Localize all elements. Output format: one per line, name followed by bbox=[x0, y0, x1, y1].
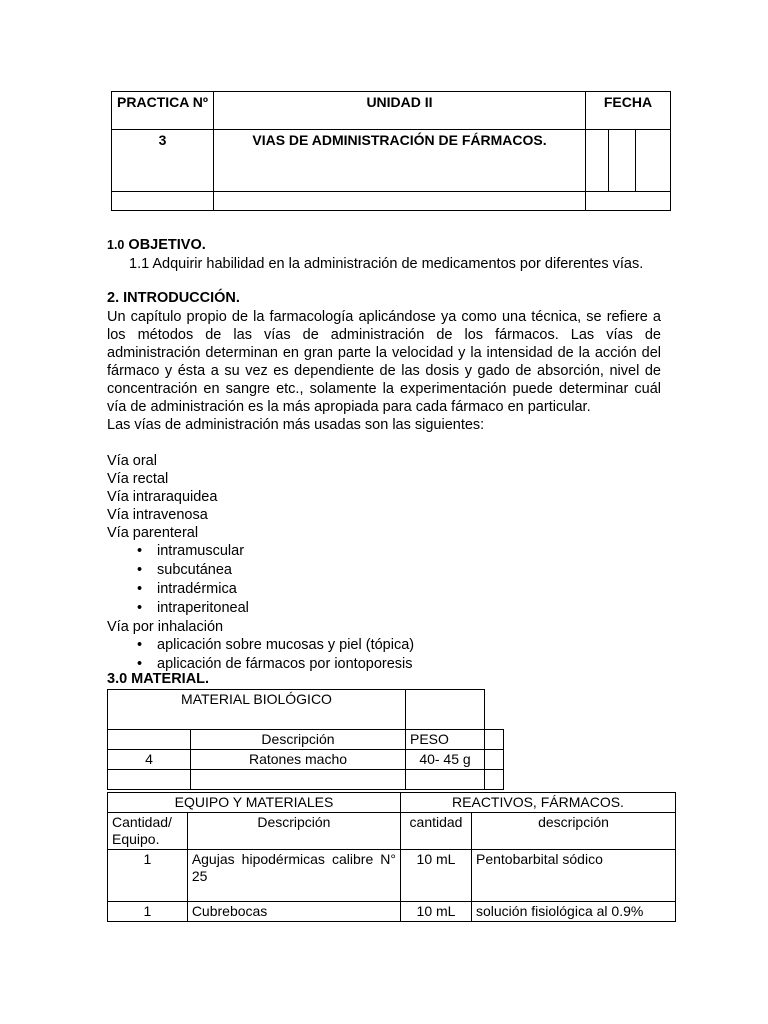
bio-cantidad: 4 bbox=[108, 750, 191, 770]
material-biologico-table bbox=[107, 689, 504, 790]
list-item: Vía intraraquidea bbox=[107, 489, 218, 505]
material-heading: 3.0 MATERIAL. bbox=[107, 671, 210, 687]
practica-label: PRACTICA Nº bbox=[112, 92, 214, 130]
reactivos-title: REACTIVOS, FÁRMACOS. bbox=[401, 793, 676, 813]
bio-desc-header: Descripción bbox=[191, 730, 406, 750]
col-cantidad-equipo: Cantidad/ Equipo. bbox=[108, 813, 188, 850]
row-r-descripcion: Pentobarbital sódico bbox=[472, 850, 676, 902]
list-item: • aplicación de fármacos por iontoporesis bbox=[107, 655, 667, 674]
table-row bbox=[108, 902, 676, 922]
empty-cell bbox=[108, 770, 191, 790]
empty-cell bbox=[112, 192, 214, 211]
fecha-cell-2 bbox=[609, 130, 636, 192]
empty-cell bbox=[108, 730, 191, 750]
row-r-descripcion: solución fisiológica al 0.9% bbox=[472, 902, 676, 922]
col-descripcion2: descripción bbox=[472, 813, 676, 850]
bio-peso: 40- 45 g bbox=[406, 750, 485, 770]
empty-cell bbox=[214, 192, 586, 211]
objetivo-item: 1.1 Adquirir habilidad en la administración de medicamentos por diferentes vías. bbox=[129, 256, 644, 272]
objetivo-heading bbox=[107, 237, 206, 253]
list-item: Vía por inhalación bbox=[107, 619, 224, 635]
list-item: • aplicación sobre mucosas y piel (tópica) bbox=[107, 636, 667, 655]
objetivo-title: OBJETIVO. bbox=[128, 237, 206, 253]
row-cantidad: 1 bbox=[108, 902, 188, 922]
row-cantidad: 1 bbox=[108, 850, 188, 902]
objetivo-number: 1.0 bbox=[107, 238, 125, 252]
fecha-cell-3 bbox=[636, 130, 671, 192]
row-descripcion: Agujas hipodérmicas calibre N° 25 bbox=[187, 850, 400, 902]
equipo-reactivos-table bbox=[107, 792, 676, 922]
fecha-label: FECHA bbox=[586, 92, 671, 130]
header-table bbox=[111, 91, 671, 211]
row-r-cantidad: 10 mL bbox=[401, 850, 472, 902]
list-item: • subcutánea bbox=[107, 561, 667, 580]
list-item: • intradérmica bbox=[107, 580, 667, 599]
list-item: Vía rectal bbox=[107, 471, 169, 487]
bio-descripcion: Ratones macho bbox=[191, 750, 406, 770]
empty-cell bbox=[191, 770, 406, 790]
fecha-cell-1 bbox=[586, 130, 609, 192]
introduccion-paragraph: Un capítulo propio de la farmacología aplicándose ya como una técnica, se refiere a los métodos de las vías de administración de los fármacos. Las vías de administración determinan en gran parte la velocidad y la intensidad de la acción del fármaco y ésta a su vez es dependiente de las dosis y gado de absorción, nivel de concentración en sangre etc., solamente la experimentación puede determinar cuál vía de administración es la más apropiada para cada fármaco en particular. bbox=[107, 309, 661, 415]
row-descripcion: Cubrebocas bbox=[187, 902, 400, 922]
bio-title: MATERIAL BIOLÓGICO bbox=[108, 690, 406, 730]
bio-peso-header: PESO bbox=[406, 730, 485, 750]
empty-cell bbox=[485, 770, 504, 790]
list-item: Vía oral bbox=[107, 453, 157, 469]
row-r-cantidad: 10 mL bbox=[401, 902, 472, 922]
unidad-label: UNIDAD II bbox=[214, 92, 586, 130]
empty-cell bbox=[485, 730, 504, 750]
table-row bbox=[108, 850, 676, 902]
empty-cell bbox=[586, 192, 671, 211]
list-item: Vía parenteral bbox=[107, 525, 199, 541]
list-item: Vía intravenosa bbox=[107, 507, 208, 523]
list-item: • intramuscular bbox=[107, 542, 667, 561]
practice-title: VIAS DE ADMINISTRACIÓN DE FÁRMACOS. bbox=[214, 130, 586, 192]
empty-cell bbox=[406, 690, 485, 730]
introduccion-lead: Las vías de administración más usadas son las siguientes: bbox=[107, 417, 485, 433]
list-item: • intraperitoneal bbox=[107, 599, 667, 618]
empty-cell bbox=[485, 750, 504, 770]
empty-cell bbox=[406, 770, 485, 790]
practica-number: 3 bbox=[112, 130, 214, 192]
equipo-title: EQUIPO Y MATERIALES bbox=[108, 793, 401, 813]
col-descripcion: Descripción bbox=[187, 813, 400, 850]
col-cantidad: cantidad bbox=[401, 813, 472, 850]
introduccion-heading: 2. INTRODUCCIÓN. bbox=[107, 290, 240, 306]
vias-list bbox=[107, 452, 667, 674]
